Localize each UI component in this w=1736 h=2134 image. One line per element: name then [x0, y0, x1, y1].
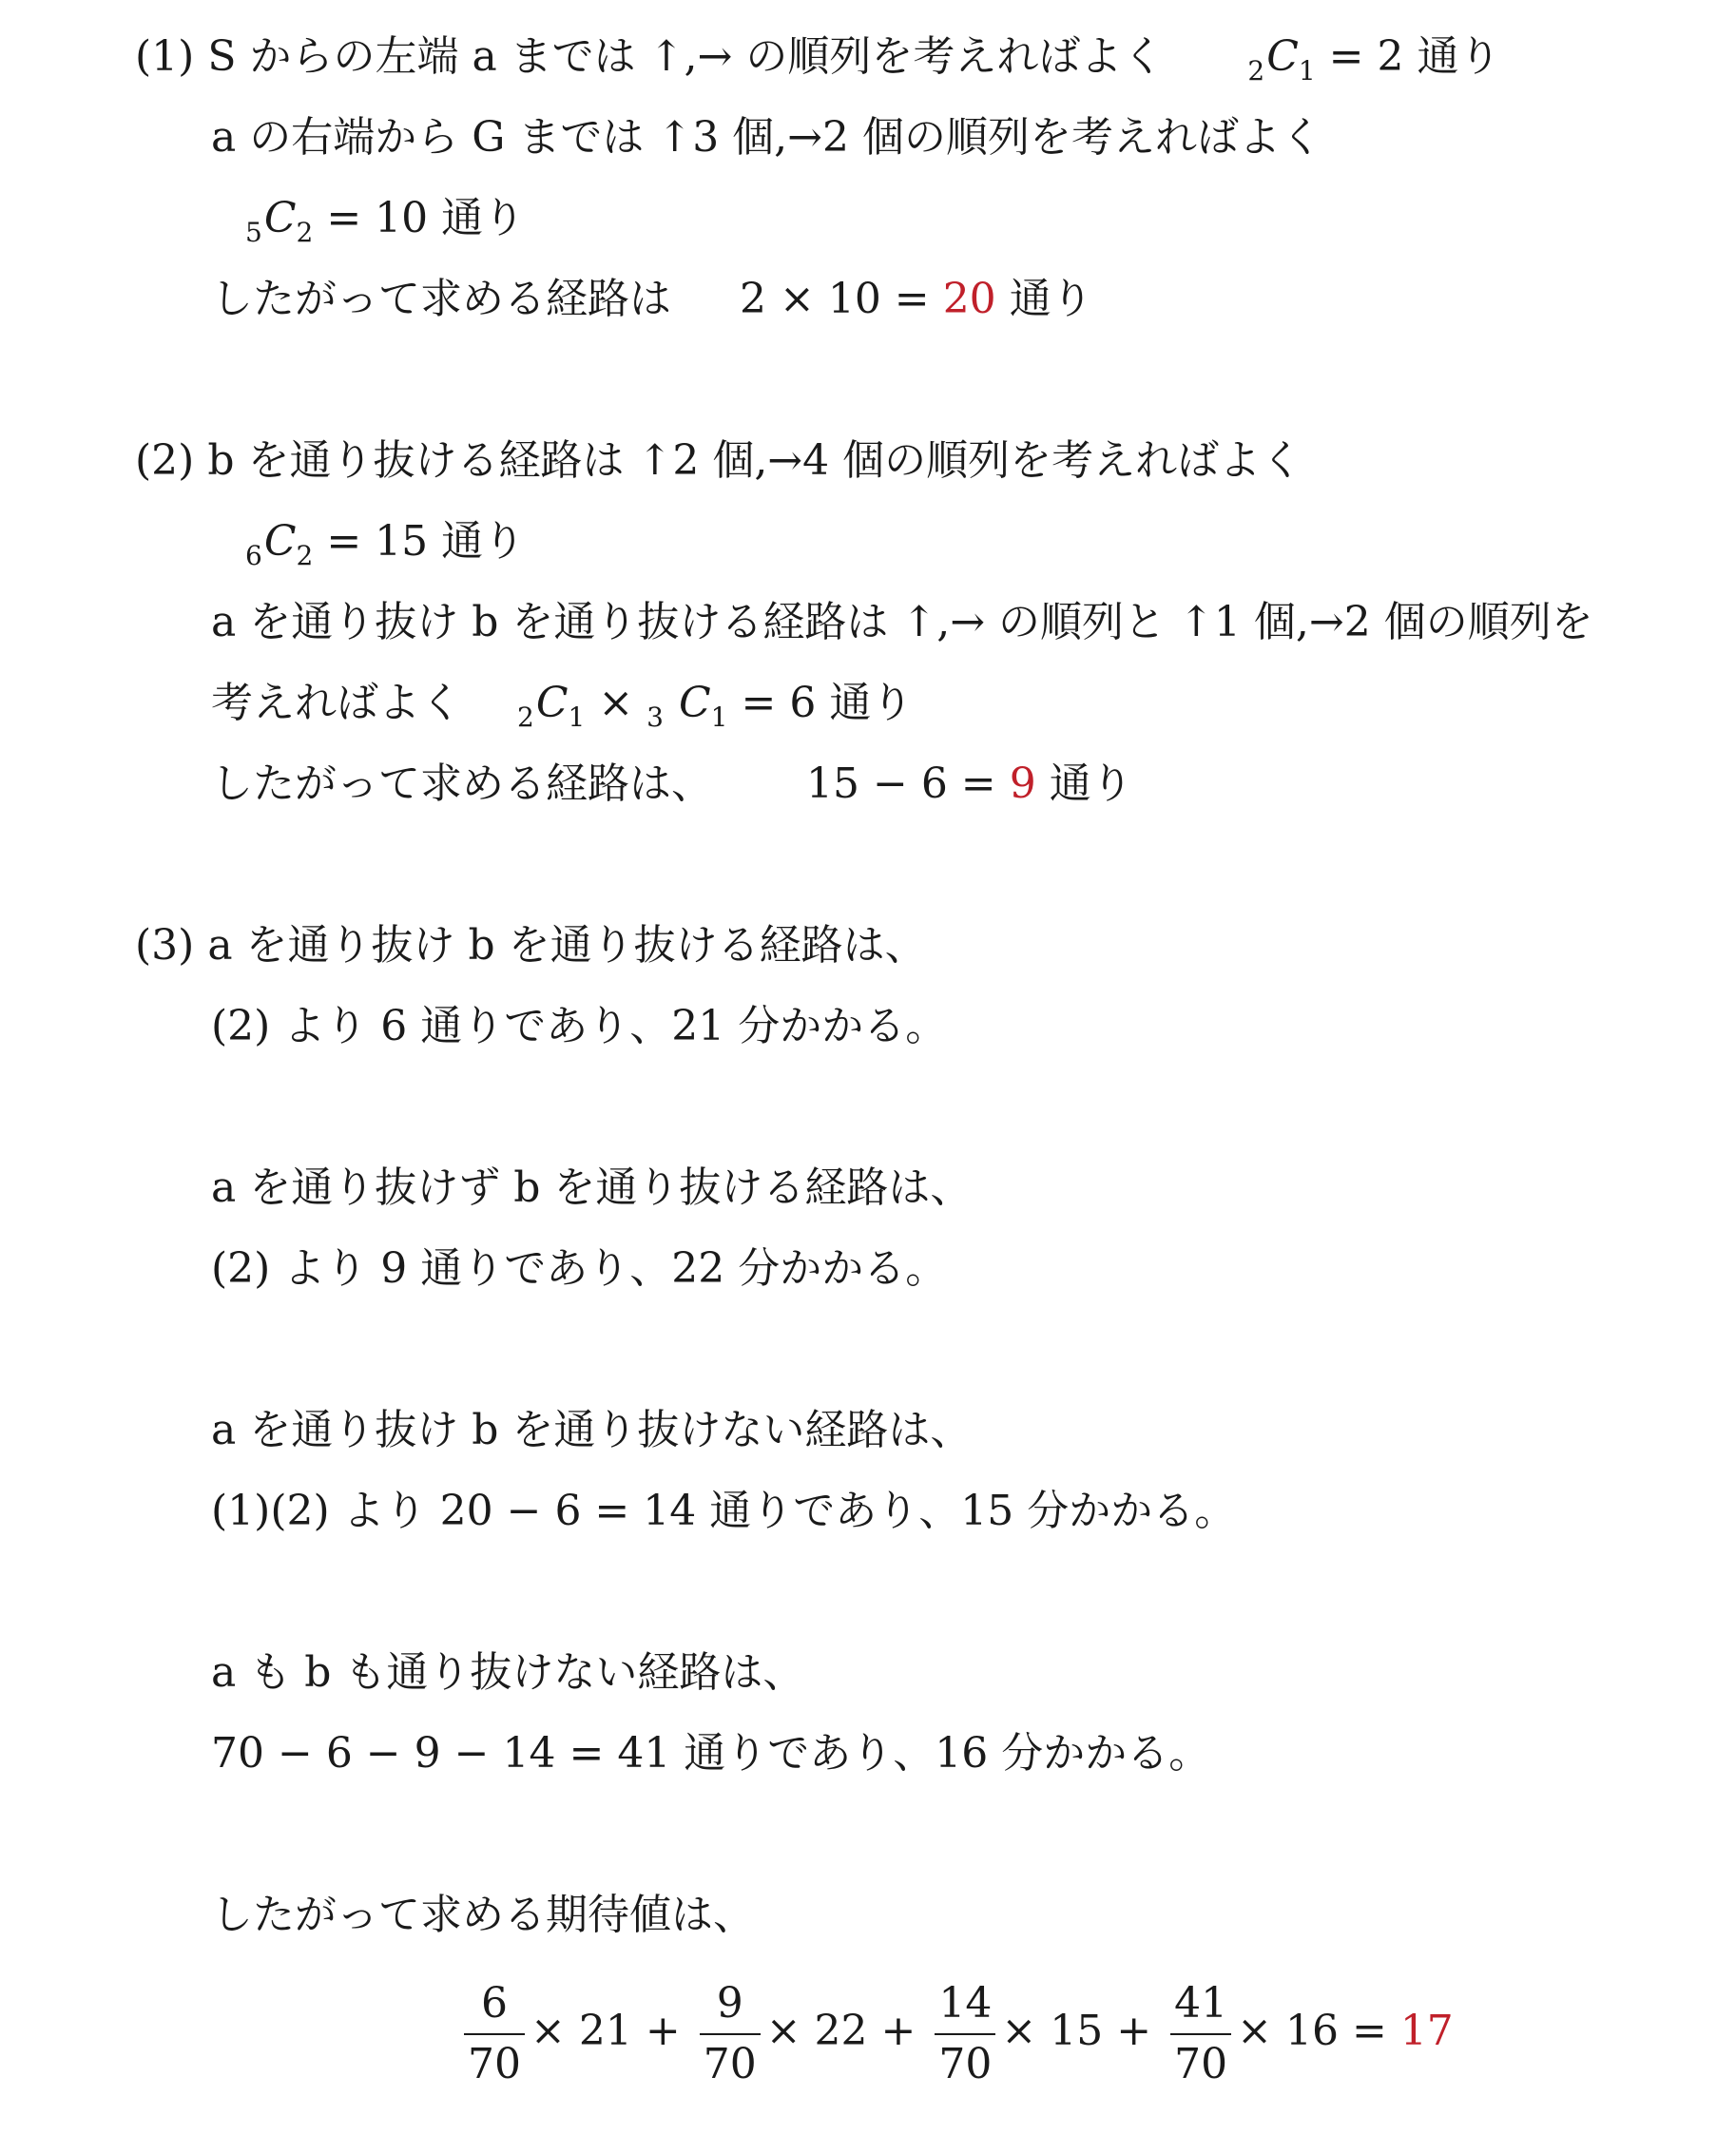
p3-b5-line1: したがって求める期待値は、: [211, 1891, 755, 1939]
p3-b1-l1: a を通り抜け b を通り抜ける経路は、: [207, 921, 927, 970]
fraction-4-numerator: 41: [1170, 1974, 1231, 2035]
expectation-formula: [458, 1972, 1454, 2094]
fraction-1-numerator: 6: [464, 1974, 525, 2035]
fraction-2-mult: × 22 +: [765, 2007, 916, 2055]
p2-l4-text: 考えればよく: [211, 679, 462, 727]
fraction-1: [464, 1974, 525, 2094]
p1-l1-text: S からの左端 a までは ↑,→ の順列を考えればよく: [207, 32, 1165, 81]
fraction-2-numerator: 9: [700, 1974, 761, 2035]
p2-line1: [135, 433, 1302, 490]
p1-l3-expr: = 10 通り: [326, 194, 526, 242]
p3-b1-line2: (2) より 6 通りであり、21 分かかる。: [211, 1002, 948, 1050]
p1-label: (1): [135, 32, 195, 81]
fraction-1-mult: × 21 +: [530, 2007, 681, 2055]
p3-b4-line2: 70 − 6 − 9 − 14 = 41 通りであり、16 分かかる。: [211, 1729, 1211, 1778]
p1-l4-unit: 通り: [1009, 275, 1093, 323]
fraction-3-denominator: 70: [938, 2039, 993, 2088]
p3-b3-line1: a を通り抜け b を通り抜けない経路は、: [211, 1406, 973, 1454]
p2-l2-combination: $_6C_2$: [245, 517, 314, 571]
p1-answer: 20: [942, 275, 996, 323]
p2-answer: 9: [1009, 759, 1036, 808]
p2-l5-expr: 15 − 6 =: [806, 759, 996, 808]
p1-line3: [245, 190, 525, 261]
p2-l1-text: b を通り抜ける経路は ↑2 個,→4 個の順列を考えればよく: [207, 436, 1303, 485]
fraction-4-denominator: 70: [1174, 2039, 1228, 2088]
p1-l4-expr: 2 × 10 =: [740, 275, 930, 323]
p1-l3-combination: $_5C_2$: [245, 194, 314, 248]
p2-line3: a を通り抜け b を通り抜ける経路は ↑,→ の順列と ↑1 個,→2 個の順列を: [211, 598, 1593, 646]
p3-b2-line1: a を通り抜けず b を通り抜ける経路は、: [211, 1163, 973, 1212]
fraction-2: [700, 1974, 761, 2094]
p1-line2: a の右端から G までは ↑3 個,→2 個の順列を考えればよく: [211, 113, 1323, 162]
p3-b4-line1: a も b も通り抜けない経路は、: [211, 1648, 805, 1697]
p2-line4: [211, 675, 913, 746]
p1-l4-text: したがって求める経路は: [211, 275, 671, 323]
p2-l4-expr: = 6 通り: [741, 679, 914, 727]
p2-l5-text: したがって求める経路は、: [211, 759, 713, 808]
p3-answer: 17: [1399, 2007, 1454, 2055]
p2-l4-combination: $_2C_1 \times _3$ $C_1$: [517, 679, 728, 733]
p1-l1-expr: 2 通り: [1377, 32, 1501, 81]
fraction-1-denominator: 70: [468, 2039, 521, 2088]
p3-b2-line2: (2) より 9 通りであり、22 分かかる。: [211, 1244, 948, 1293]
p1-line1: [135, 29, 1501, 100]
fraction-4: [1170, 1974, 1231, 2094]
fraction-4-mult: × 16 =: [1237, 2007, 1387, 2055]
p1-line4: [211, 271, 1093, 328]
fraction-2-denominator: 70: [703, 2039, 757, 2088]
fraction-3-numerator: 14: [935, 1974, 995, 2035]
p2-label: (2): [135, 436, 195, 485]
p1-l1-combination: $_2C_1$ =: [1247, 32, 1378, 87]
fraction-3-mult: × 15 +: [1001, 2007, 1152, 2055]
p3-b3-line2: (1)(2) より 20 − 6 = 14 通りであり、15 分かかる。: [211, 1487, 1237, 1535]
p2-l2-expr: = 15 通り: [326, 517, 526, 566]
p2-line5: [211, 756, 1133, 813]
p3-label: (3): [135, 921, 195, 970]
p2-line2: [245, 513, 525, 585]
p3-line1: [135, 917, 927, 974]
p2-l5-unit: 通り: [1049, 759, 1133, 808]
fraction-3: [935, 1974, 995, 2094]
